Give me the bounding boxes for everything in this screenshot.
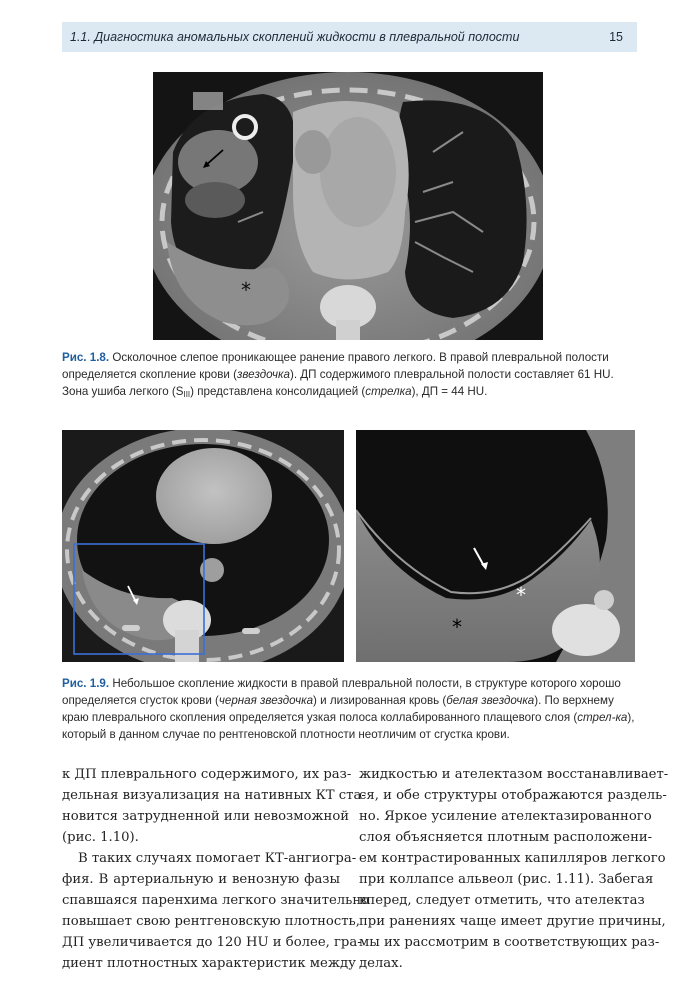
asterisk-marker: * — [241, 278, 251, 302]
body-text-line: ем контрастированных капилляров легкого — [359, 851, 666, 866]
caption-text: Осколочное слепое проникающее ранение правого легкого. В правой плевральной полости определяется скопление крови ( — [62, 351, 609, 381]
black-asterisk-marker: * — [452, 615, 462, 639]
caption-subscript: III — [183, 390, 191, 399]
page-number: 15 — [609, 30, 623, 44]
body-text-line: слоя объясняется плотным расположени- — [359, 830, 653, 845]
caption-italic: белая звездочка — [446, 694, 535, 707]
running-header-title: 1.1. Диагностика аномальных скоплений жидкости в плевральной полости — [70, 30, 520, 44]
caption-text: ). ДП содержимого плевральной полости составляет 61 HU. Зона ушиба легкого (S — [62, 368, 614, 398]
body-text-line: ся, и обе структуры отображаются раздель- — [359, 788, 667, 803]
body-text-line: (рис. 1.10). — [62, 830, 139, 845]
body-text-line: при коллапсе альвеол (рис. 1.11). Забегая — [359, 872, 654, 887]
body-text-line: к ДП плеврального содержимого, их раз- — [62, 767, 352, 782]
caption-text: ). По верхнему краю плеврального скопления определяется узкая полоса коллабированного плащевого слоя ( — [62, 694, 614, 724]
body-text-left-column — [62, 764, 370, 974]
body-text-line: жидкостью и ателектазом восстанавливает- — [359, 767, 669, 782]
body-text-line: новится затрудненной или невозможной — [62, 809, 350, 824]
figure-label: Рис. 1.8. — [62, 351, 110, 364]
body-text-line: вперед, следует отметить, что ателектаз — [359, 893, 645, 908]
caption-text: ) представлена консолидацией ( — [190, 385, 366, 398]
caption-text: ), ДП = 44 HU. — [411, 385, 488, 398]
body-text-line: при ранениях чаще имеет другие причины, — [359, 914, 666, 929]
caption-text: ) и лизированная кровь ( — [313, 694, 447, 707]
white-asterisk-marker: * — [516, 583, 526, 607]
body-text-right-column — [359, 764, 669, 974]
figure-1-9-caption — [62, 675, 637, 743]
caption-italic: стрел-ка — [577, 711, 628, 724]
caption-text: ), который в данном случае по рентгеновской плотности неотличим от сгустка крови. — [62, 711, 635, 741]
figure-label: Рис. 1.9. — [62, 677, 110, 690]
figure-1-8-caption — [62, 349, 637, 403]
body-text-line: мы их рассмотрим в соответствующих раз- — [359, 935, 660, 950]
figure-1-9a-ct-image — [62, 430, 344, 662]
body-text-line: В таких случаях помогает КТ-ангиогра- — [78, 851, 357, 866]
figure-1-9b-ct-zoom-image — [356, 430, 635, 662]
running-header — [62, 22, 637, 52]
body-text-line: фия. В артериальную и венозную фазы — [62, 872, 340, 887]
body-text-line: повышает свою рентгеновскую плотность, — [62, 914, 360, 929]
body-text-line: ДП увеличивается до 120 HU и более, гра- — [62, 935, 362, 950]
caption-italic: стрелка — [365, 385, 412, 398]
body-text-line: но. Яркое усиление ателектазированного — [359, 809, 652, 824]
figure-1-8-ct-image — [153, 72, 543, 340]
body-text-line: делах. — [359, 956, 403, 971]
body-text-line: диент плотностных характеристик между — [62, 956, 356, 971]
body-text-line: спавшаяся паренхима легкого значительно — [62, 893, 370, 908]
body-text-line: дельная визуализация на нативных КТ ста- — [62, 788, 366, 803]
caption-italic: черная звездочка — [218, 694, 314, 707]
caption-italic: звездочка — [236, 368, 290, 381]
caption-text: Небольшое скопление жидкости в правой плевральной полости, в структуре которого хорошо определяется сгусток крови ( — [62, 677, 621, 707]
